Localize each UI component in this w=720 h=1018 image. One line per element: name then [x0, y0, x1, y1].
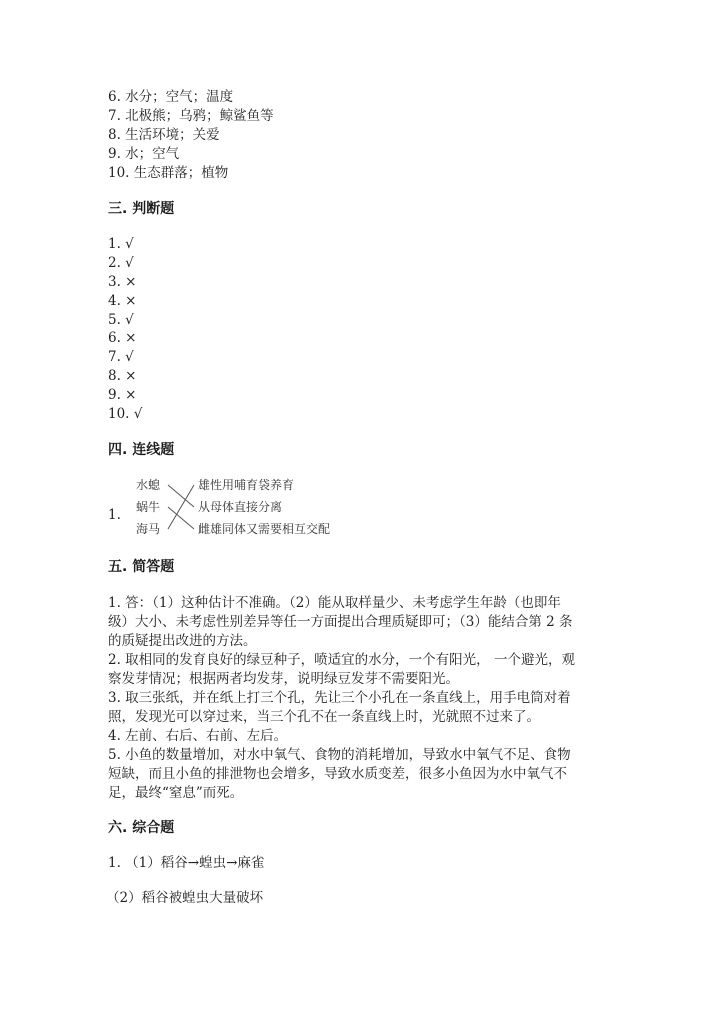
short-answer-line: 5. 小鱼的数量增加，对水中氧气、食物的消耗增加，导致水中氧气不足、食物	[108, 747, 571, 763]
section-heading-matching: 四. 连线题	[108, 442, 175, 458]
section-heading-comprehensive: 六. 综合题	[108, 820, 175, 836]
short-answer-line: 1. 答：（1）这种估计不准确。（2）能从取样量少、未考虑学生年龄（也即年	[108, 595, 561, 611]
short-answer-line: 2. 取相同的发育良好的绿豆种子，喷适宜的水分，一个有阳光， 一个避光，观	[108, 652, 575, 668]
short-answer-line: 照，发现光可以穿过来，当三个孔不在一条直线上时，光就照不过来了。	[108, 709, 540, 725]
matching-left-item: 水螅	[136, 478, 161, 492]
fill-blank-answer: 8. 生活环境；关爱	[108, 127, 220, 143]
judge-answer: 7. √	[108, 349, 134, 365]
section-heading-judge: 三. 判断题	[108, 201, 175, 217]
section-heading-short-answer: 五. 简答题	[108, 559, 175, 575]
fill-blank-answer: 6. 水分；空气；温度	[108, 89, 234, 105]
fill-blank-answer: 7. 北极熊；乌鸦；鲸鲨鱼等	[108, 108, 274, 124]
matching-line	[168, 485, 194, 529]
comprehensive-answer: 1. （1）稻谷→蝗虫→麻雀	[108, 855, 265, 871]
judge-answer: 1. √	[108, 236, 134, 252]
matching-number: 1.	[108, 507, 121, 523]
fill-blank-answer: 10. 生态群落；植物	[108, 165, 229, 181]
short-answer-line: 察发芽情况；根据两者均发芽，说明绿豆发芽不需要阳光。	[108, 671, 459, 687]
matching-line	[168, 507, 194, 529]
matching-left-item: 海马	[136, 522, 161, 536]
short-answer-line: 级）大小、未考虑性别差异等任一方面提出合理质疑即可；（3）能结合第 2 条	[108, 614, 573, 630]
fill-blank-answer: 9. 水；空气	[108, 146, 180, 162]
short-answer-line: 足，最终“窒息”而死。	[108, 785, 244, 801]
judge-answer: 2. √	[108, 255, 134, 271]
judge-answer: 6. ×	[108, 330, 137, 346]
matching-diagram	[130, 474, 370, 540]
judge-answer: 10. √	[108, 406, 143, 422]
short-answer-line: 的质疑提出改进的方法。	[108, 633, 257, 649]
matching-right-item: 雄性用哺育袋养育	[198, 478, 295, 492]
comprehensive-answer: （2）稻谷被蝗虫大量破坏	[106, 890, 264, 906]
matching-left-item: 蜗牛	[136, 500, 161, 514]
short-answer-line: 3. 取三张纸，并在纸上打三个孔，先让三个小孔在一条直线上，用手电筒对着	[108, 690, 571, 706]
judge-answer: 5. √	[108, 312, 134, 328]
matching-right-item: 从母体直接分离	[198, 500, 283, 514]
judge-answer: 9. ×	[108, 387, 137, 403]
judge-answer: 8. ×	[108, 368, 137, 384]
matching-right-item: 雌雄同体又需要相互交配	[198, 522, 331, 536]
matching-line	[168, 485, 194, 507]
short-answer-line: 短缺，而且小鱼的排泄物也会增多，导致水质变差，很多小鱼因为水中氧气不	[108, 766, 567, 782]
judge-answer: 4. ×	[108, 293, 137, 309]
short-answer-line: 4. 左前、右后、右前、左后。	[108, 728, 288, 744]
judge-answer: 3. ×	[108, 274, 137, 290]
